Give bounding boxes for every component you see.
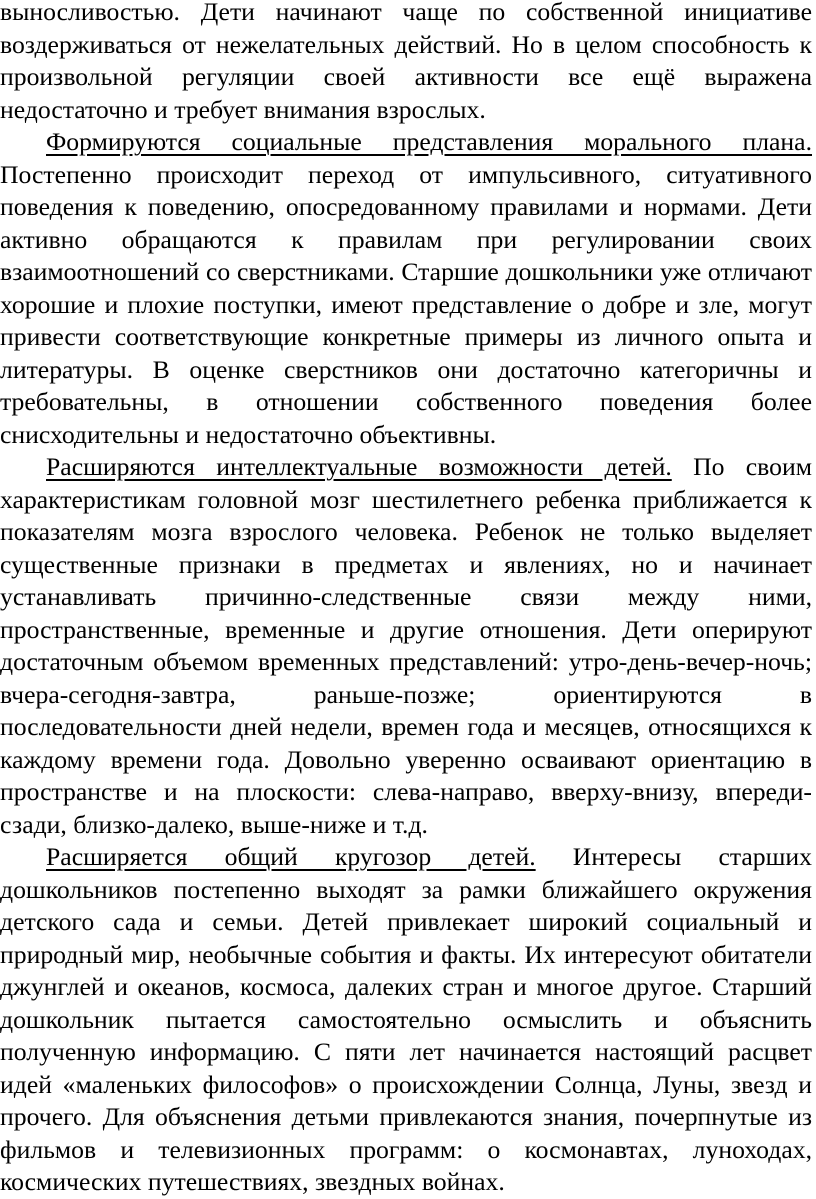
paragraph-text: По своим характеристикам головной мозг шестилетнего ребенка приближается к показателям мозга взрослого человека. Ребенок не только выделяет существенные признаки в предметах и явлениях, но и начинает устанавливать причинно-следственные связи между ними, пространственные, временные и другие отношения. Дети оперируют достаточным объемом временных представлений: утро-день-вечер-ночь; вчера-сегодня-завтра, раньше-позже; ориентируются в последовательности дней недели, времен года и месяцев, относящихся к каждому времени года. Довольно уверенно осваивают ориентацию в пространстве и на плоскости: слева-направо, вверху-внизу, впереди-сзади, близко-далеко, выше-ниже и т.д. (0, 452, 812, 839)
paragraph-text: Интересы старших дошкольников постепенно выходят за рамки ближайшего окружения детского сада и семьи. Детей привлекает широкий социальный и природный мир, необычные события и факты. Их интересуют обитатели джунглей и океанов, космоса, далеких стран и многое другое. Старший дошкольник пытается самостоятельно осмыслить и объяснить полученную информацию. С пяти лет начинается настоящий расцвет идей «маленьких философов» о происхождении Солнца, Луны, звезд и прочего. Для объяснения детьми привлекаются знания, почерпнутые из фильмов и телевизионных программ: о космонавтах, луноходах, космических путешествиях, звездных войнах. (0, 842, 812, 1196)
paragraph-intellectual-abilities (0, 451, 812, 841)
paragraph-continuation (0, 0, 812, 126)
paragraph-text: выносливостью. Дети начинают чаще по собственной инициативе воздерживаться от нежелательных действий. Но в целом способность к произвольной регуляции своей активности все ещё выражена недостаточно и требует внимания взрослых. (0, 0, 812, 124)
paragraph-lead: Формируются социальные представления морального плана. (46, 127, 812, 156)
paragraph-lead: Расширяются интеллектуальные возможности детей. (46, 452, 672, 481)
paragraph-moral-concepts (0, 126, 812, 451)
paragraph-text: Постепенно происходит переход от импульсивного, ситуативного поведения к поведению, опосредованному правилами и нормами. Дети активно обращаются к правилам при регулировании своих взаимоотношений со сверстниками. Старшие дошкольники уже отличают хорошие и плохие поступки, имеют представление о добре и зле, могут привести соответствующие конкретные примеры из личного опыта и литературы. В оценке сверстников они достаточно категоричны и требовательны, в отношении собственного поведения более снисходительны и недостаточно объективны. (0, 159, 812, 449)
paragraph-lead: Расширяется общий кругозор детей. (46, 842, 536, 871)
paragraph-general-outlook (0, 841, 812, 1199)
